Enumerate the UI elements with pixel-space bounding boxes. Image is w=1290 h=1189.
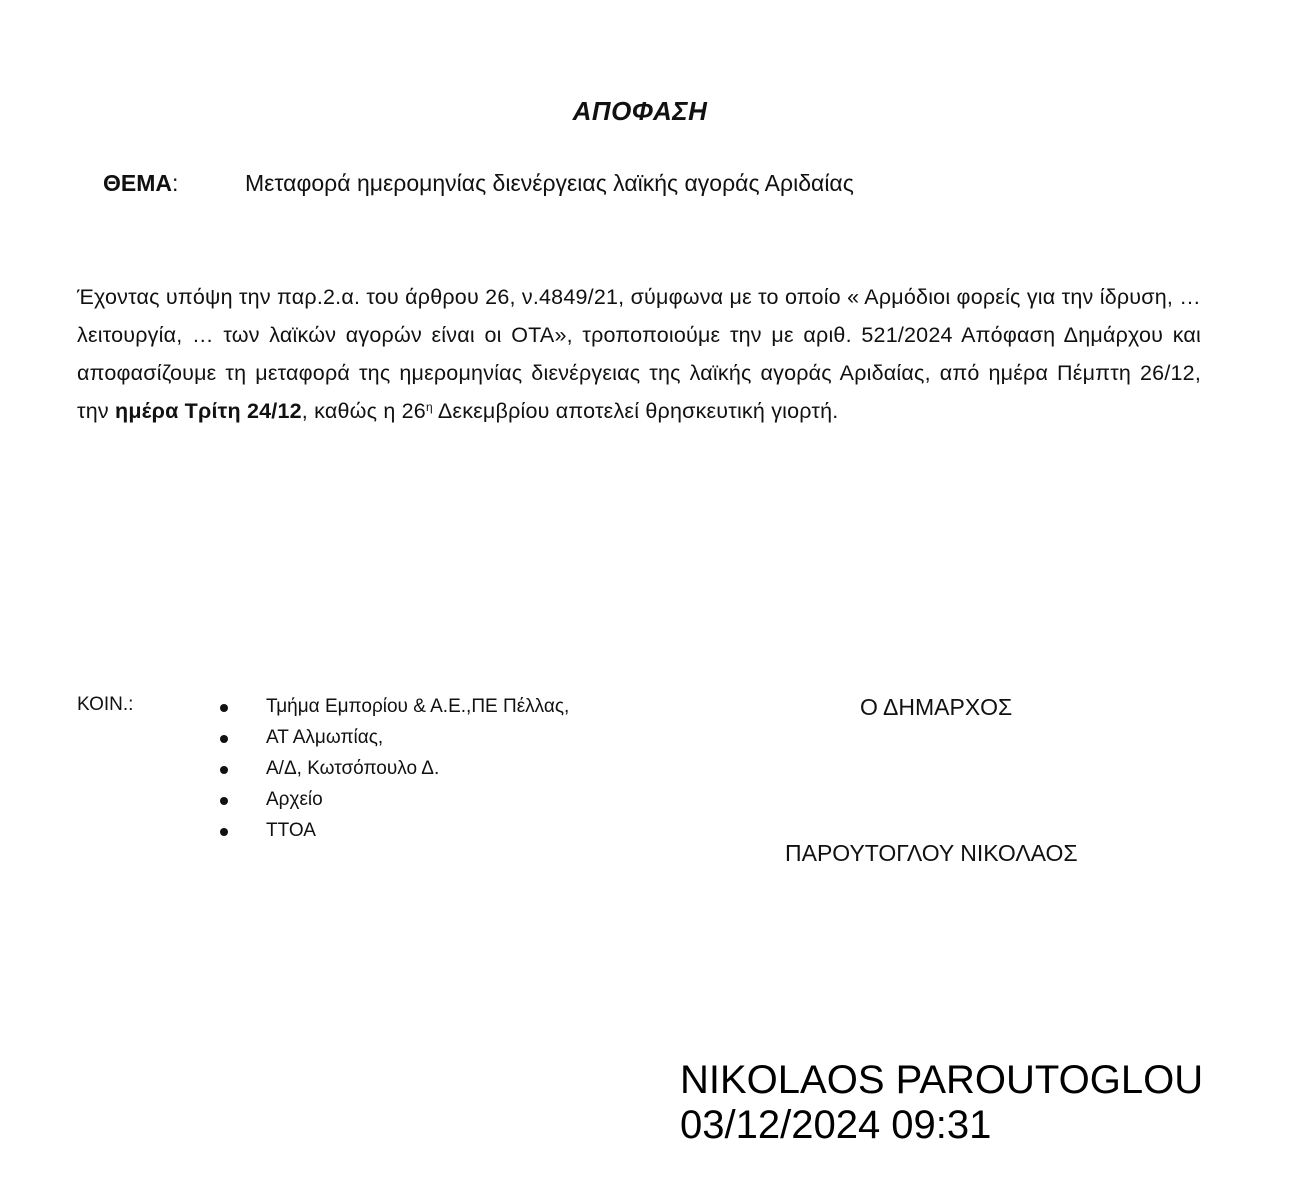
document-title: ΑΠΟΦΑΣΗ [572,96,708,126]
bullet-icon [220,828,228,836]
signature-datetime: 03/12/2024 09:31 [680,1103,992,1147]
bullet-icon [220,735,228,743]
body-text-bold: ημέρα Τρίτη 24/12 [114,399,302,423]
subject-line [103,170,854,197]
cc-label: ΚΟΙΝ.: [77,694,134,715]
body-text-part-1: Έχοντας υπόψη την παρ.2.α. του άρθρου 26, ν.4849/21, σύμφωνα με το οποίο « Αρμόδιοι φορείς για την ίδρυση, … λειτουργία, … των λαϊκών αγορών είναι οι ΟΤΑ», τροποποιούμε την με αριθ. 521/2024 Απόφαση Δημάρχου και αποφασίζουμε τη μεταφορά της ημερομηνίας διενέργειας της λαϊκής αγοράς Αριδαίας, από ημέρα Πέμπτη 26/12, την [77,285,1201,423]
cc-list-item [220,725,569,756]
cc-list-item [220,756,569,787]
mayor-title: Ο ΔΗΜΑΡΧΟΣ [860,694,1013,720]
cc-list-item [220,787,569,818]
subject-separator: : [172,170,179,196]
bullet-icon [220,704,228,712]
cc-item-text: Τμήμα Εμπορίου & Α.Ε.,ΠΕ Πέλλας, [266,696,570,717]
cc-item-text: ΤΤΟΑ [266,820,316,841]
body-text-part-2: , καθώς η 26 [301,399,426,423]
cc-item-text: Α/Δ, Κωτσόπουλο Δ. [266,758,440,779]
mayor-name: ΠΑΡΟΥΤΟΓΛΟΥ ΝΙΚΟΛΑΟΣ [785,840,1078,866]
subject-label [103,170,245,197]
cc-item-text: Αρχείο [266,789,323,810]
signature-name: NIKOLAOS PAROUTOGLOU [680,1058,1204,1102]
bullet-icon [220,766,228,774]
cc-list [220,694,569,849]
cc-item-text: ΑΤ Αλμωπίας, [266,727,384,748]
bullet-icon [220,797,228,805]
cc-list-item [220,694,569,725]
subject-label-text: ΘΕΜΑ [103,170,172,196]
digital-signature-stamp [680,1058,1203,1148]
subject-text: Μεταφορά ημερομηνίας διενέργειας λαϊκής αγοράς Αριδαίας [245,170,854,196]
cc-list-item [220,818,569,849]
body-text-part-3: Δεκεμβρίου αποτελεί θρησκευτική γιορτή. [432,399,839,423]
decision-body-paragraph [77,278,1201,430]
body-text-superscript: η [425,400,433,414]
